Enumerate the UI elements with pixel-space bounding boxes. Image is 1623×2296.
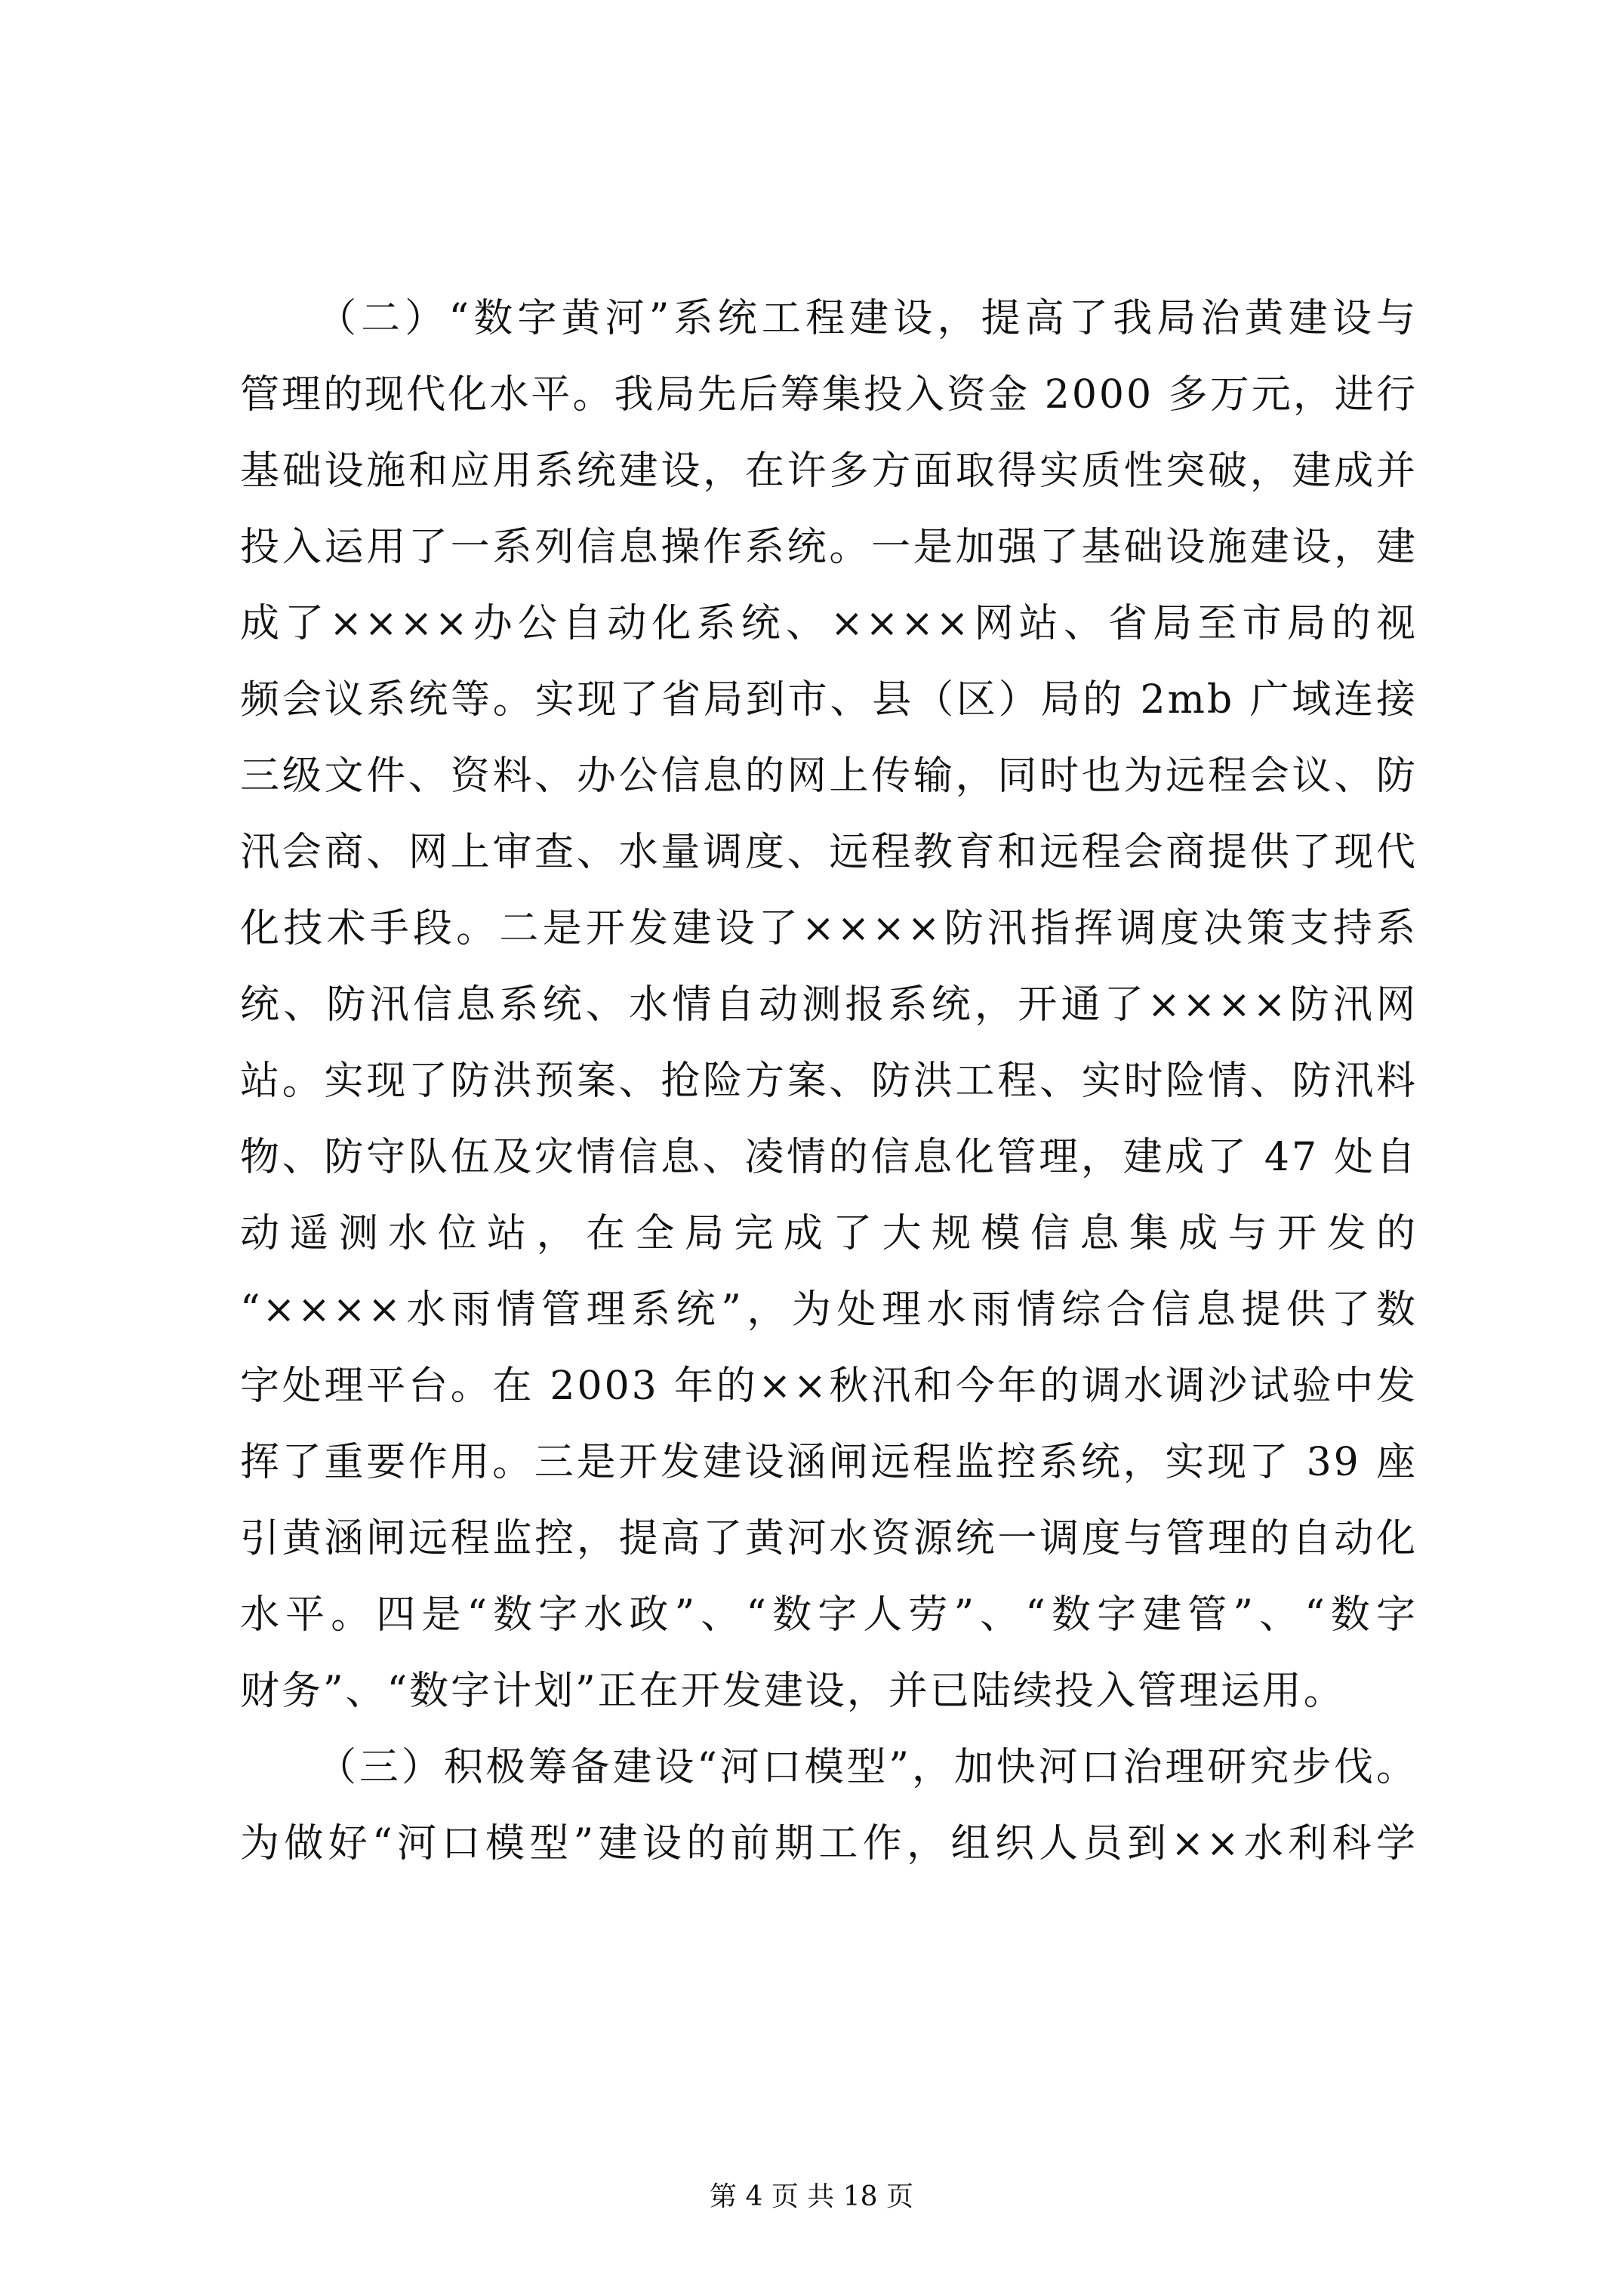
text-line: 引黄涵闸远程监控，提高了黄河水资源统一调度与管理的自动化 xyxy=(240,1516,1418,1561)
text-line: 挥了重要作用。三是开发建设涵闸远程监控系统，实现了 39 座 xyxy=(240,1440,1418,1485)
text-line: 站。实现了防洪预案、抢险方案、防洪工程、实时险情、防汛料 xyxy=(240,1059,1418,1104)
text-line: 物、防守队伍及灾情信息、凌情的信息化管理，建成了 47 处自 xyxy=(240,1135,1418,1180)
text-line: 成了××××办公自动化系统、××××网站、省局至市局的视 xyxy=(240,601,1418,646)
text-line: 字处理平台。在 2003 年的××秋汛和今年的调水调沙试验中发 xyxy=(240,1364,1418,1409)
text-line: 财务”、“数字计划”正在开发建设，并已陆续投入管理运用。 xyxy=(240,1669,1345,1714)
page-number-footer: 第 4 页 共 18 页 xyxy=(710,2181,913,2212)
text-line: 为做好“河口模型”建设的前期工作，组织人员到××水利科学 xyxy=(240,1821,1418,1866)
text-line: 基础设施和应用系统建设，在许多方面取得实质性突破，建成并 xyxy=(240,448,1418,494)
text-line: 统、防汛信息系统、水情自动测报系统，开通了××××防汛网 xyxy=(240,982,1418,1028)
text-line: 频会议系统等。实现了省局到市、县（区）局的 2mb 广域连接 xyxy=(240,677,1418,723)
text-line: 动遥测水位站，在全局完成了大规模信息集成与开发的 xyxy=(240,1211,1418,1256)
text-line: 水平。四是“数字水政”、“数字人劳”、“数字建管”、“数字 xyxy=(240,1592,1418,1638)
text-line: 管理的现代化水平。我局先后筹集投入资金 2000 多万元，进行 xyxy=(240,372,1418,418)
text-line: （二）“数字黄河”系统工程建设，提高了我局治黄建设与 xyxy=(317,296,1418,341)
text-line: “××××水雨情管理系统”，为处理水雨情综合信息提供了数 xyxy=(240,1287,1418,1333)
text-line: 化技术手段。二是开发建设了××××防汛指挥调度决策支持系 xyxy=(240,906,1418,951)
text-line: 三级文件、资料、办公信息的网上传输，同时也为远程会议、防 xyxy=(240,754,1418,799)
text-line: （三）积极筹备建设“河口模型”，加快河口治理研究步伐。 xyxy=(317,1745,1418,1790)
text-line: 汛会商、网上审查、水量调度、远程教育和远程会商提供了现代 xyxy=(240,830,1418,875)
text-line: 投入运用了一系列信息操作系统。一是加强了基础设施建设，建 xyxy=(240,525,1418,570)
